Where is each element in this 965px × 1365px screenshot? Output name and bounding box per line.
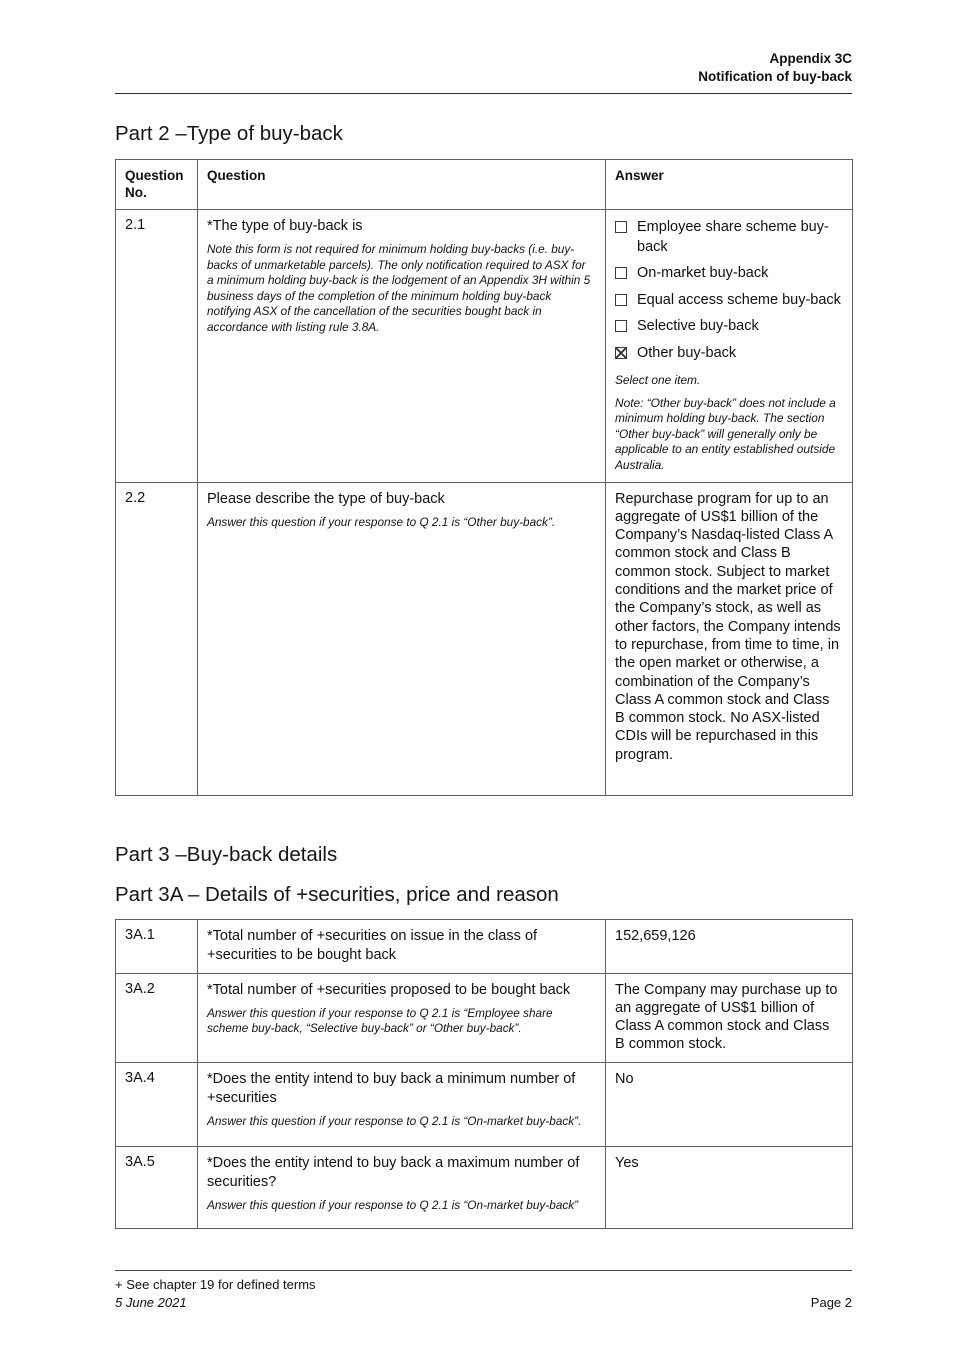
part3a-heading: Part 3A – Details of +securities, price and reason bbox=[115, 882, 559, 906]
column-header-answer: Answer bbox=[606, 160, 853, 210]
table-row-3a-5 bbox=[116, 1146, 853, 1228]
part3-heading: Part 3 –Buy-back details bbox=[115, 842, 338, 866]
part2-table bbox=[115, 159, 853, 796]
answer-text: 152,659,126 bbox=[615, 927, 696, 944]
answer-text: Repurchase program for up to an aggregate of US$1 billion of the Company’s Nasdaq-listed Class A common stock and Class B common stock. Subject to market conditions and the market price of the Company’s stock, as well as other factors, the Company intends to repurchase, from time to time, in the open market or otherwise, a combination of the Company’s Class A common stock and Class B common stock. No ASX-listed CDIs will be repurchased in this program. bbox=[615, 490, 841, 763]
checkbox-icon[interactable] bbox=[615, 320, 627, 332]
option-other-buyback[interactable] bbox=[615, 344, 842, 364]
column-header-question-no: Question No. bbox=[116, 160, 198, 210]
question-note: Answer this question if your response to Q 2.1 is “On-market buy-back”. bbox=[207, 1113, 582, 1128]
checkbox-checked-icon[interactable] bbox=[615, 347, 627, 359]
option-label: Selective buy-back bbox=[637, 318, 759, 334]
question-note: Note this form is not required for minimum holding buy-backs (i.e. buy-backs of unmarketable parcels). The only notification required to ASX for a minimum holding buy-back is the lodgement of an Appendix 3H within 5 business days of the completion of the minimum holding buy-back notifying ASX of the cancellation of the securities bought back in accordance with listing rule 3.8A. bbox=[207, 242, 591, 334]
checkbox-icon[interactable] bbox=[615, 267, 627, 279]
question-text: *The type of buy-back is bbox=[207, 218, 363, 234]
option-label: On-market buy-back bbox=[637, 265, 769, 281]
select-one-note: Select one item. bbox=[615, 373, 701, 387]
part2-table-header-row bbox=[116, 160, 853, 210]
question-text: *Total number of +securities proposed to be bought back bbox=[207, 981, 571, 998]
checkbox-icon[interactable] bbox=[615, 294, 627, 306]
column-header-question: Question bbox=[198, 160, 606, 210]
part3a-table bbox=[115, 919, 853, 1229]
table-row-3a-2 bbox=[116, 973, 853, 1062]
option-label: Other buy-back bbox=[637, 344, 737, 361]
page-header bbox=[115, 0, 852, 94]
option-employee-share-scheme[interactable] bbox=[615, 218, 842, 257]
question-note: Answer this question if your response to Q 2.1 is “On-market buy-back” bbox=[207, 1197, 579, 1212]
option-on-market[interactable] bbox=[615, 264, 842, 284]
option-equal-access[interactable] bbox=[615, 291, 842, 311]
question-note: Answer this question if your response to Q 2.1 is “Employee share scheme buy-back, “Selective buy-back” or “Other buy-back”. bbox=[207, 1005, 553, 1036]
question-number: 3A.1 bbox=[116, 919, 198, 973]
question-number: 2.1 bbox=[116, 210, 198, 483]
page-footer bbox=[115, 1270, 852, 1311]
buyback-type-options bbox=[615, 218, 842, 363]
question-text: Please describe the type of buy-back bbox=[207, 490, 445, 507]
page-number: Page 2 bbox=[810, 1294, 852, 1310]
answer-text: Yes bbox=[615, 1154, 639, 1171]
answer-text: The Company may purchase up to an aggregate of US$1 billion of Class A common stock and Class B common stock. bbox=[615, 981, 838, 1053]
table-row-3a-1 bbox=[116, 919, 853, 973]
defined-terms-note: + See chapter 19 for defined terms bbox=[115, 1277, 316, 1292]
table-row-2-2 bbox=[116, 482, 853, 795]
table-row-2-1 bbox=[116, 210, 853, 483]
header-form-title: Notification of buy-back bbox=[698, 69, 852, 84]
question-text: *Does the entity intend to buy back a minimum number of +securities bbox=[207, 1070, 576, 1106]
question-number: 3A.2 bbox=[116, 973, 198, 1062]
part2-heading: Part 2 –Type of buy-back bbox=[115, 122, 343, 145]
question-number: 3A.4 bbox=[116, 1062, 198, 1146]
footer-date: 5 June 2021 bbox=[115, 1294, 187, 1310]
option-selective[interactable] bbox=[615, 317, 842, 337]
option-label: Employee share scheme buy-back bbox=[637, 219, 829, 255]
other-buyback-note: Note: “Other buy-back” does not include a minimum holding buy-back. The section “Other buy-back” will generally only be applicable to an entity established outside Australia. bbox=[615, 395, 836, 472]
answer-text: No bbox=[615, 1070, 634, 1087]
option-label: Equal access scheme buy-back bbox=[637, 291, 841, 308]
table-row-3a-4 bbox=[116, 1062, 853, 1146]
question-text: *Total number of +securities on issue in the class of +securities to be bought back bbox=[207, 927, 538, 963]
checkbox-icon[interactable] bbox=[615, 221, 627, 233]
question-text: *Does the entity intend to buy back a maximum number of securities? bbox=[207, 1154, 580, 1190]
question-number: 3A.5 bbox=[116, 1146, 198, 1228]
header-appendix-title: Appendix 3C bbox=[769, 51, 852, 66]
question-note: Answer this question if your response to Q 2.1 is “Other buy-back”. bbox=[207, 514, 556, 529]
question-number: 2.2 bbox=[116, 482, 198, 795]
